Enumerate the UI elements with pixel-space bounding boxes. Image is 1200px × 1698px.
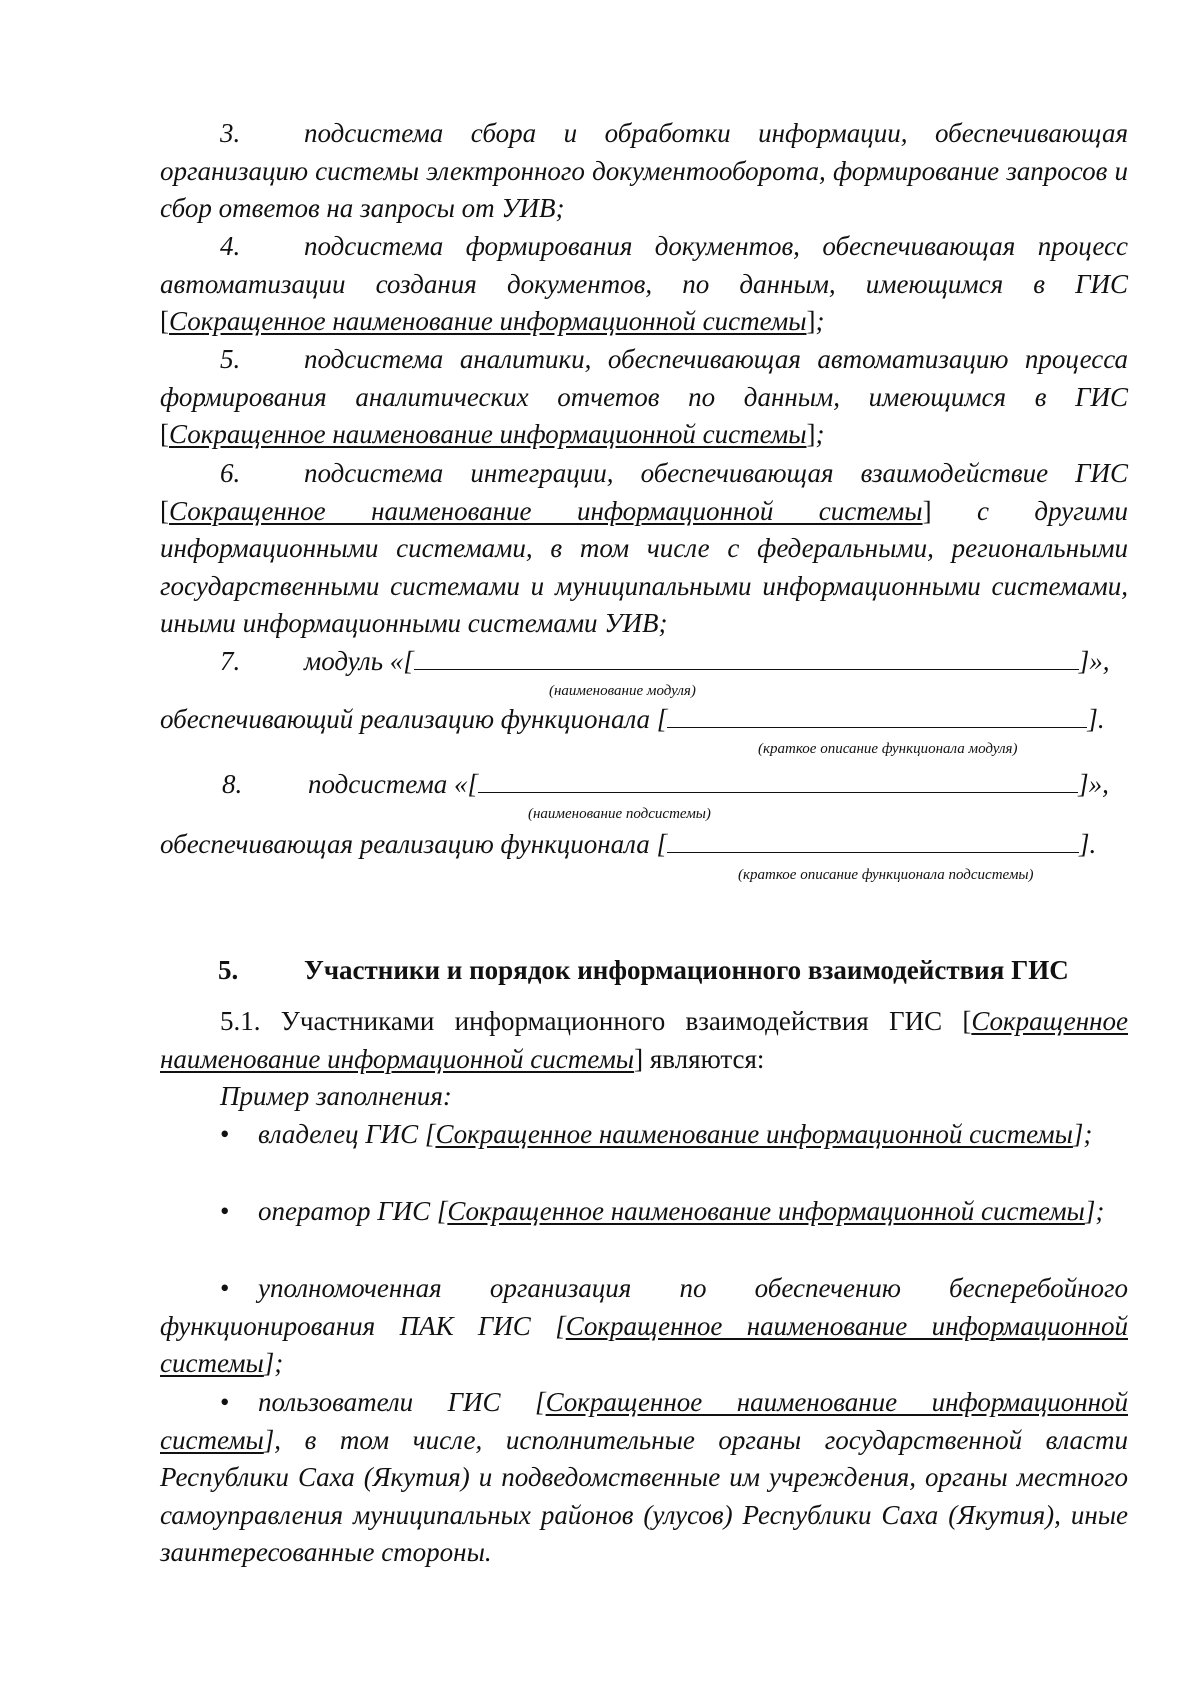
bracket-open: [ — [160, 419, 169, 449]
list-item-number: 8. — [222, 769, 243, 799]
system-name-placeholder: Сокращенное наименование информационной системы — [160, 1387, 1128, 1455]
bullet-item-owner — [160, 1116, 1128, 1154]
bracket-close: ] — [922, 495, 932, 526]
list-item-8-line2 — [160, 826, 1096, 864]
functionality-label: обеспечивающая реализацию функционала [ — [160, 829, 668, 859]
section-number: 5. — [218, 955, 239, 985]
system-name-placeholder: Сокращенное наименование информационной системы — [435, 1119, 1073, 1149]
subsystem-name-caption: (наименование подсистемы) — [528, 806, 711, 822]
functionality-label: обеспечивающий реализацию функционала [ — [160, 704, 668, 734]
bullet-text-end: ]; — [263, 1348, 284, 1378]
list-item-number: 4. — [220, 231, 241, 261]
system-name-placeholder: Сокращенное наименование информационной системы — [169, 306, 807, 336]
bracket-close: ] — [806, 306, 816, 336]
list-item-end: ; — [815, 419, 825, 449]
system-name-placeholder: Сокращенное наименование информационной системы — [160, 1310, 1128, 1378]
bullet-icon: • — [220, 1387, 230, 1417]
bullet-icon: • — [220, 1273, 230, 1303]
list-item-text: подсистема интеграции, обеспечивающая взаимодействие ГИС — [304, 458, 1128, 488]
section-title: Участники и порядок информационного взаимодействия ГИС — [304, 955, 1069, 985]
list-item-text: подсистема формирования документов, обеспечивающая процесс автоматизации создания документов, по данным, имеющимся в ГИС — [160, 231, 1128, 299]
bullet-icon: • — [220, 1196, 230, 1226]
bullet-item-users — [160, 1384, 1128, 1572]
list-item-end: ; — [815, 306, 825, 336]
module-name-blank[interactable] — [414, 643, 1079, 670]
list-item-7-line1 — [220, 643, 1110, 681]
module-label: модуль «[ — [304, 646, 414, 676]
list-item-number: 5. — [220, 344, 241, 374]
subsystem-label: подсистема «[ — [308, 769, 479, 799]
bullet-item-authorized-org — [160, 1270, 1128, 1383]
functionality-label-end: ]. — [1087, 704, 1105, 734]
bullet-text-end: ], в том числе, исполнительные органы государственной власти Республики Саха (Якутия) и подведомственные им учреждения, органы местного самоуправления муниципальных районов (улусов) Республики Саха (Якутия), иные заинтересованные стороны. — [160, 1424, 1128, 1567]
module-name-caption: (наименование модуля) — [549, 683, 696, 699]
list-item-text: подсистема сбора и обработки информации, обеспечивающая организацию системы электронного документооборота, формирование запросов и сбор ответов на запросы от УИВ; — [160, 118, 1128, 223]
list-item-8-line1 — [222, 766, 1109, 804]
list-item-7-line2 — [160, 701, 1105, 739]
bracket-open: [ — [160, 306, 169, 336]
module-label-end: ]», — [1078, 646, 1110, 676]
system-name-placeholder: Сокращенное наименование информационной системы — [169, 419, 807, 449]
bullet-item-operator — [160, 1193, 1128, 1231]
bullet-icon: • — [220, 1119, 230, 1149]
functionality-blank[interactable] — [667, 701, 1087, 728]
paragraph-5-1 — [160, 1003, 1128, 1078]
list-item-6 — [160, 455, 1128, 643]
bullet-text-end: ]; — [1084, 1196, 1105, 1226]
subsystem-label-end: ]», — [1078, 769, 1109, 799]
bracket-open: [ — [160, 495, 169, 526]
functionality-caption: (краткое описание функционала подсистемы) — [738, 867, 1034, 883]
example-label: Пример заполнения: — [220, 1081, 452, 1111]
list-item-number: 3. — [220, 118, 241, 148]
system-name-placeholder: Сокращенное наименование информационной системы — [169, 495, 923, 526]
paragraph-text: 5.1. Участниками информационного взаимодействия ГИС — [220, 1006, 963, 1036]
bullet-text-end: ]; — [1072, 1119, 1093, 1149]
functionality-blank[interactable] — [667, 826, 1079, 853]
section-heading — [218, 952, 1069, 989]
bracket-close: ] — [806, 419, 816, 449]
subsystem-name-blank[interactable] — [478, 766, 1078, 793]
list-item-number: 7. — [220, 646, 241, 676]
list-item-3 — [160, 115, 1128, 228]
list-item-number: 6. — [220, 458, 241, 488]
bracket-open: [ — [962, 1006, 972, 1036]
list-item-5 — [160, 341, 1128, 454]
system-name-placeholder: Сокращенное наименование информационной системы — [160, 1006, 1128, 1074]
bullet-text: уполномоченная организация по обеспечению бесперебойного функционирования ПАК ГИС [ — [160, 1273, 1128, 1341]
list-item-4 — [160, 228, 1128, 341]
functionality-caption: (краткое описание функционала модуля) — [758, 741, 1018, 757]
list-item-text: подсистема аналитики, обеспечивающая автоматизацию процесса формирования аналитических отчетов по данным, имеющимся в ГИС — [160, 344, 1128, 412]
bracket-close: ] — [634, 1043, 644, 1074]
bullet-text: владелец ГИС [ — [258, 1119, 436, 1149]
system-name-placeholder: Сокращенное наименование информационной системы — [447, 1196, 1085, 1226]
bullet-text: пользователи ГИС [ — [258, 1387, 546, 1417]
list-item-text-continued: с другими информационными системами, в том числе с федеральными, региональными государственными системами и муниципальными информационными системами, иными информационными системами УИВ; — [160, 495, 1128, 638]
functionality-label-end: ]. — [1079, 829, 1097, 859]
bullet-text: оператор ГИС [ — [258, 1196, 448, 1226]
paragraph-text-end: являются: — [643, 1043, 765, 1074]
